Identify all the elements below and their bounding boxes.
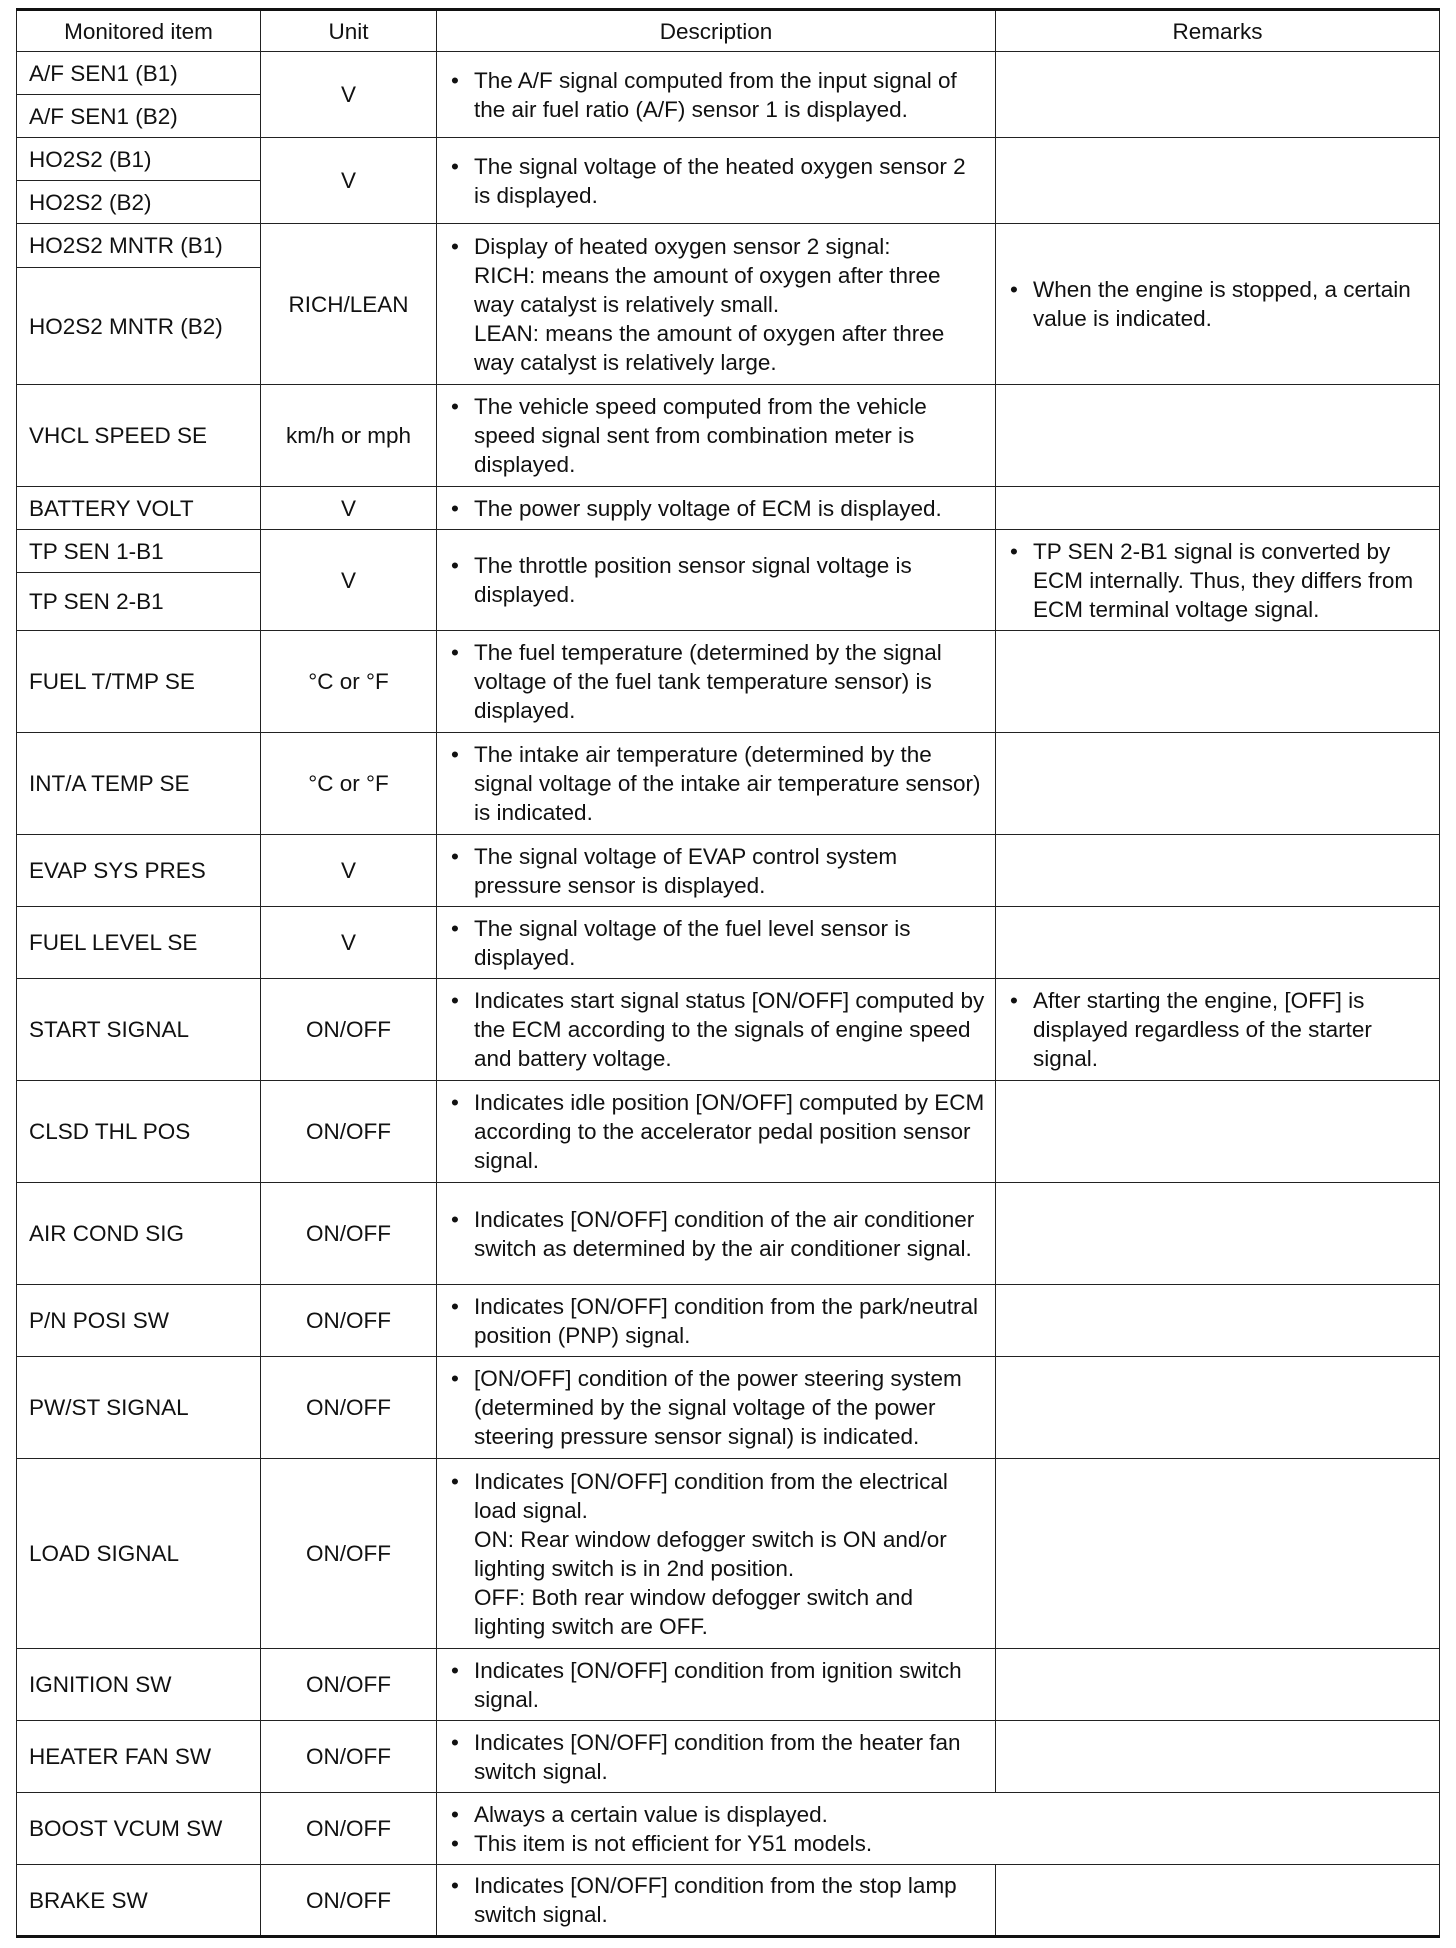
remark-fuel-level: [996, 907, 1440, 979]
item-clsd-thl-pos: CLSD THL POS: [17, 1081, 261, 1183]
unit-evap-sys: V: [261, 835, 437, 907]
unit-fuel-level: V: [261, 907, 437, 979]
remark-clsd-thl-pos: [996, 1081, 1440, 1183]
item-load-signal: LOAD SIGNAL: [17, 1459, 261, 1649]
item-heater-fan-sw: HEATER FAN SW: [17, 1721, 261, 1793]
desc-evap-sys: • The signal voltage of EVAP control system pressure sensor is displayed.: [437, 835, 996, 907]
desc-boost-vcum-sw: • Always a certain value is displayed. • This item is not efficient for Y51 models.: [437, 1793, 1440, 1865]
item-af-sen1-b1: A/F SEN1 (B1): [17, 52, 261, 95]
desc-battery-volt: • The power supply voltage of ECM is displayed.: [437, 487, 996, 530]
remark-battery-volt: [996, 487, 1440, 530]
remark-ignition-sw: [996, 1649, 1440, 1721]
desc-clsd-thl-pos: • Indicates idle position [ON/OFF] computed by ECM according to the accelerator pedal position sensor signal.: [437, 1081, 996, 1183]
desc-pw-st-signal: • [ON/OFF] condition of the power steering system (determined by the signal voltage of the power steering pressure sensor signal) is indicated.: [437, 1357, 996, 1459]
table-row: [17, 385, 1440, 487]
table-row: [17, 530, 1440, 573]
item-tp-sen-2: TP SEN 2-B1: [17, 573, 261, 631]
header-remarks: Remarks: [996, 10, 1440, 52]
table-row: [17, 835, 1440, 907]
remark-start-signal: • After starting the engine, [OFF] is displayed regardless of the starter signal.: [996, 979, 1440, 1081]
remark-vhcl-speed: [996, 385, 1440, 487]
item-air-cond-sig: AIR COND SIG: [17, 1183, 261, 1285]
item-pn-posi-sw: P/N POSI SW: [17, 1285, 261, 1357]
item-boost-vcum-sw: BOOST VCUM SW: [17, 1793, 261, 1865]
unit-pw-st-signal: ON/OFF: [261, 1357, 437, 1459]
item-fuel-tmp: FUEL T/TMP SE: [17, 631, 261, 733]
unit-brake-sw: ON/OFF: [261, 1865, 437, 1937]
desc-start-signal: • Indicates start signal status [ON/OFF] computed by the ECM according to the signals of engine speed and battery voltage.: [437, 979, 996, 1081]
unit-heater-fan-sw: ON/OFF: [261, 1721, 437, 1793]
table-row: [17, 979, 1440, 1081]
unit-ignition-sw: ON/OFF: [261, 1649, 437, 1721]
table-row: [17, 907, 1440, 979]
unit-af-sen1: V: [261, 52, 437, 138]
item-battery-volt: BATTERY VOLT: [17, 487, 261, 530]
unit-ho2s2-mntr: RICH/LEAN: [261, 224, 437, 385]
table-row: [17, 138, 1440, 181]
table-row: [17, 1459, 1440, 1649]
desc-load-signal: • Indicates [ON/OFF] condition from the electrical load signal. ON: Rear window defogger switch is ON and/or lighting switch is in 2nd position. OFF: Both rear window defogger switch and lighting switch are OFF.: [437, 1459, 996, 1649]
table-row: [17, 1183, 1440, 1285]
desc-brake-sw: • Indicates [ON/OFF] condition from the stop lamp switch signal.: [437, 1865, 996, 1937]
monitor-items-table: [16, 8, 1440, 1938]
table-row: [17, 1865, 1440, 1937]
unit-tp-sen: V: [261, 530, 437, 631]
table-row: [17, 1081, 1440, 1183]
desc-pn-posi-sw: • Indicates [ON/OFF] condition from the park/neutral position (PNP) signal.: [437, 1285, 996, 1357]
item-ho2s2-mntr-b1: HO2S2 MNTR (B1): [17, 224, 261, 268]
remark-pw-st-signal: [996, 1357, 1440, 1459]
table-row: [17, 1285, 1440, 1357]
desc-vhcl-speed: • The vehicle speed computed from the vehicle speed signal sent from combination meter is displayed.: [437, 385, 996, 487]
item-ignition-sw: IGNITION SW: [17, 1649, 261, 1721]
table-row: [17, 52, 1440, 95]
remark-int-a-temp: [996, 733, 1440, 835]
item-ho2s2-b2: HO2S2 (B2): [17, 181, 261, 224]
item-pw-st-signal: PW/ST SIGNAL: [17, 1357, 261, 1459]
item-fuel-level: FUEL LEVEL SE: [17, 907, 261, 979]
unit-boost-vcum-sw: ON/OFF: [261, 1793, 437, 1865]
remark-air-cond-sig: [996, 1183, 1440, 1285]
item-tp-sen-1: TP SEN 1-B1: [17, 530, 261, 573]
header-monitored-item: Monitored item: [17, 10, 261, 52]
remark-load-signal: [996, 1459, 1440, 1649]
desc-af-sen1: • The A/F signal computed from the input signal of the air fuel ratio (A/F) sensor 1 is displayed.: [437, 52, 996, 138]
header-description: Description: [437, 10, 996, 52]
remark-tp-sen: • TP SEN 2-B1 signal is converted by ECM internally. Thus, they differs from ECM terminal voltage signal.: [996, 530, 1440, 631]
remark-ho2s2-mntr: • When the engine is stopped, a certain value is indicated.: [996, 224, 1440, 385]
desc-tp-sen: • The throttle position sensor signal voltage is displayed.: [437, 530, 996, 631]
unit-pn-posi-sw: ON/OFF: [261, 1285, 437, 1357]
unit-ho2s2: V: [261, 138, 437, 224]
item-evap-sys: EVAP SYS PRES: [17, 835, 261, 907]
item-brake-sw: BRAKE SW: [17, 1865, 261, 1937]
table-header-row: [17, 10, 1440, 52]
table-row: [17, 1649, 1440, 1721]
unit-vhcl-speed: km/h or mph: [261, 385, 437, 487]
item-start-signal: START SIGNAL: [17, 979, 261, 1081]
remark-brake-sw: [996, 1865, 1440, 1937]
desc-ho2s2: • The signal voltage of the heated oxygen sensor 2 is displayed.: [437, 138, 996, 224]
remark-fuel-tmp: [996, 631, 1440, 733]
unit-fuel-tmp: °C or °F: [261, 631, 437, 733]
remark-pn-posi-sw: [996, 1285, 1440, 1357]
remark-ho2s2: [996, 138, 1440, 224]
table-row: [17, 1357, 1440, 1459]
item-vhcl-speed: VHCL SPEED SE: [17, 385, 261, 487]
item-int-a-temp: INT/A TEMP SE: [17, 733, 261, 835]
remark-evap-sys: [996, 835, 1440, 907]
remark-heater-fan-sw: [996, 1721, 1440, 1793]
unit-start-signal: ON/OFF: [261, 979, 437, 1081]
table-row: [17, 733, 1440, 835]
unit-int-a-temp: °C or °F: [261, 733, 437, 835]
unit-air-cond-sig: ON/OFF: [261, 1183, 437, 1285]
item-af-sen1-b2: A/F SEN1 (B2): [17, 95, 261, 138]
item-ho2s2-mntr-b2: HO2S2 MNTR (B2): [17, 268, 261, 385]
desc-fuel-tmp: • The fuel temperature (determined by the signal voltage of the fuel tank temperature sensor) is displayed.: [437, 631, 996, 733]
table-row: [17, 1721, 1440, 1793]
table-row: [17, 487, 1440, 530]
remark-af-sen1: [996, 52, 1440, 138]
table-row: [17, 224, 1440, 268]
table-row: [17, 1793, 1440, 1865]
desc-ho2s2-mntr: • Display of heated oxygen sensor 2 signal: RICH: means the amount of oxygen after three way catalyst is relatively small. LEAN: means the amount of oxygen after three way catalyst is relatively large.: [437, 224, 996, 385]
desc-ignition-sw: • Indicates [ON/OFF] condition from ignition switch signal.: [437, 1649, 996, 1721]
unit-clsd-thl-pos: ON/OFF: [261, 1081, 437, 1183]
desc-air-cond-sig: • Indicates [ON/OFF] condition of the air conditioner switch as determined by the air conditioner signal.: [437, 1183, 996, 1285]
table-row: [17, 631, 1440, 733]
desc-fuel-level: • The signal voltage of the fuel level sensor is displayed.: [437, 907, 996, 979]
desc-int-a-temp: • The intake air temperature (determined by the signal voltage of the intake air temperature sensor) is indicated.: [437, 733, 996, 835]
header-unit: Unit: [261, 10, 437, 52]
item-ho2s2-b1: HO2S2 (B1): [17, 138, 261, 181]
desc-heater-fan-sw: • Indicates [ON/OFF] condition from the heater fan switch signal.: [437, 1721, 996, 1793]
unit-battery-volt: V: [261, 487, 437, 530]
unit-load-signal: ON/OFF: [261, 1459, 437, 1649]
